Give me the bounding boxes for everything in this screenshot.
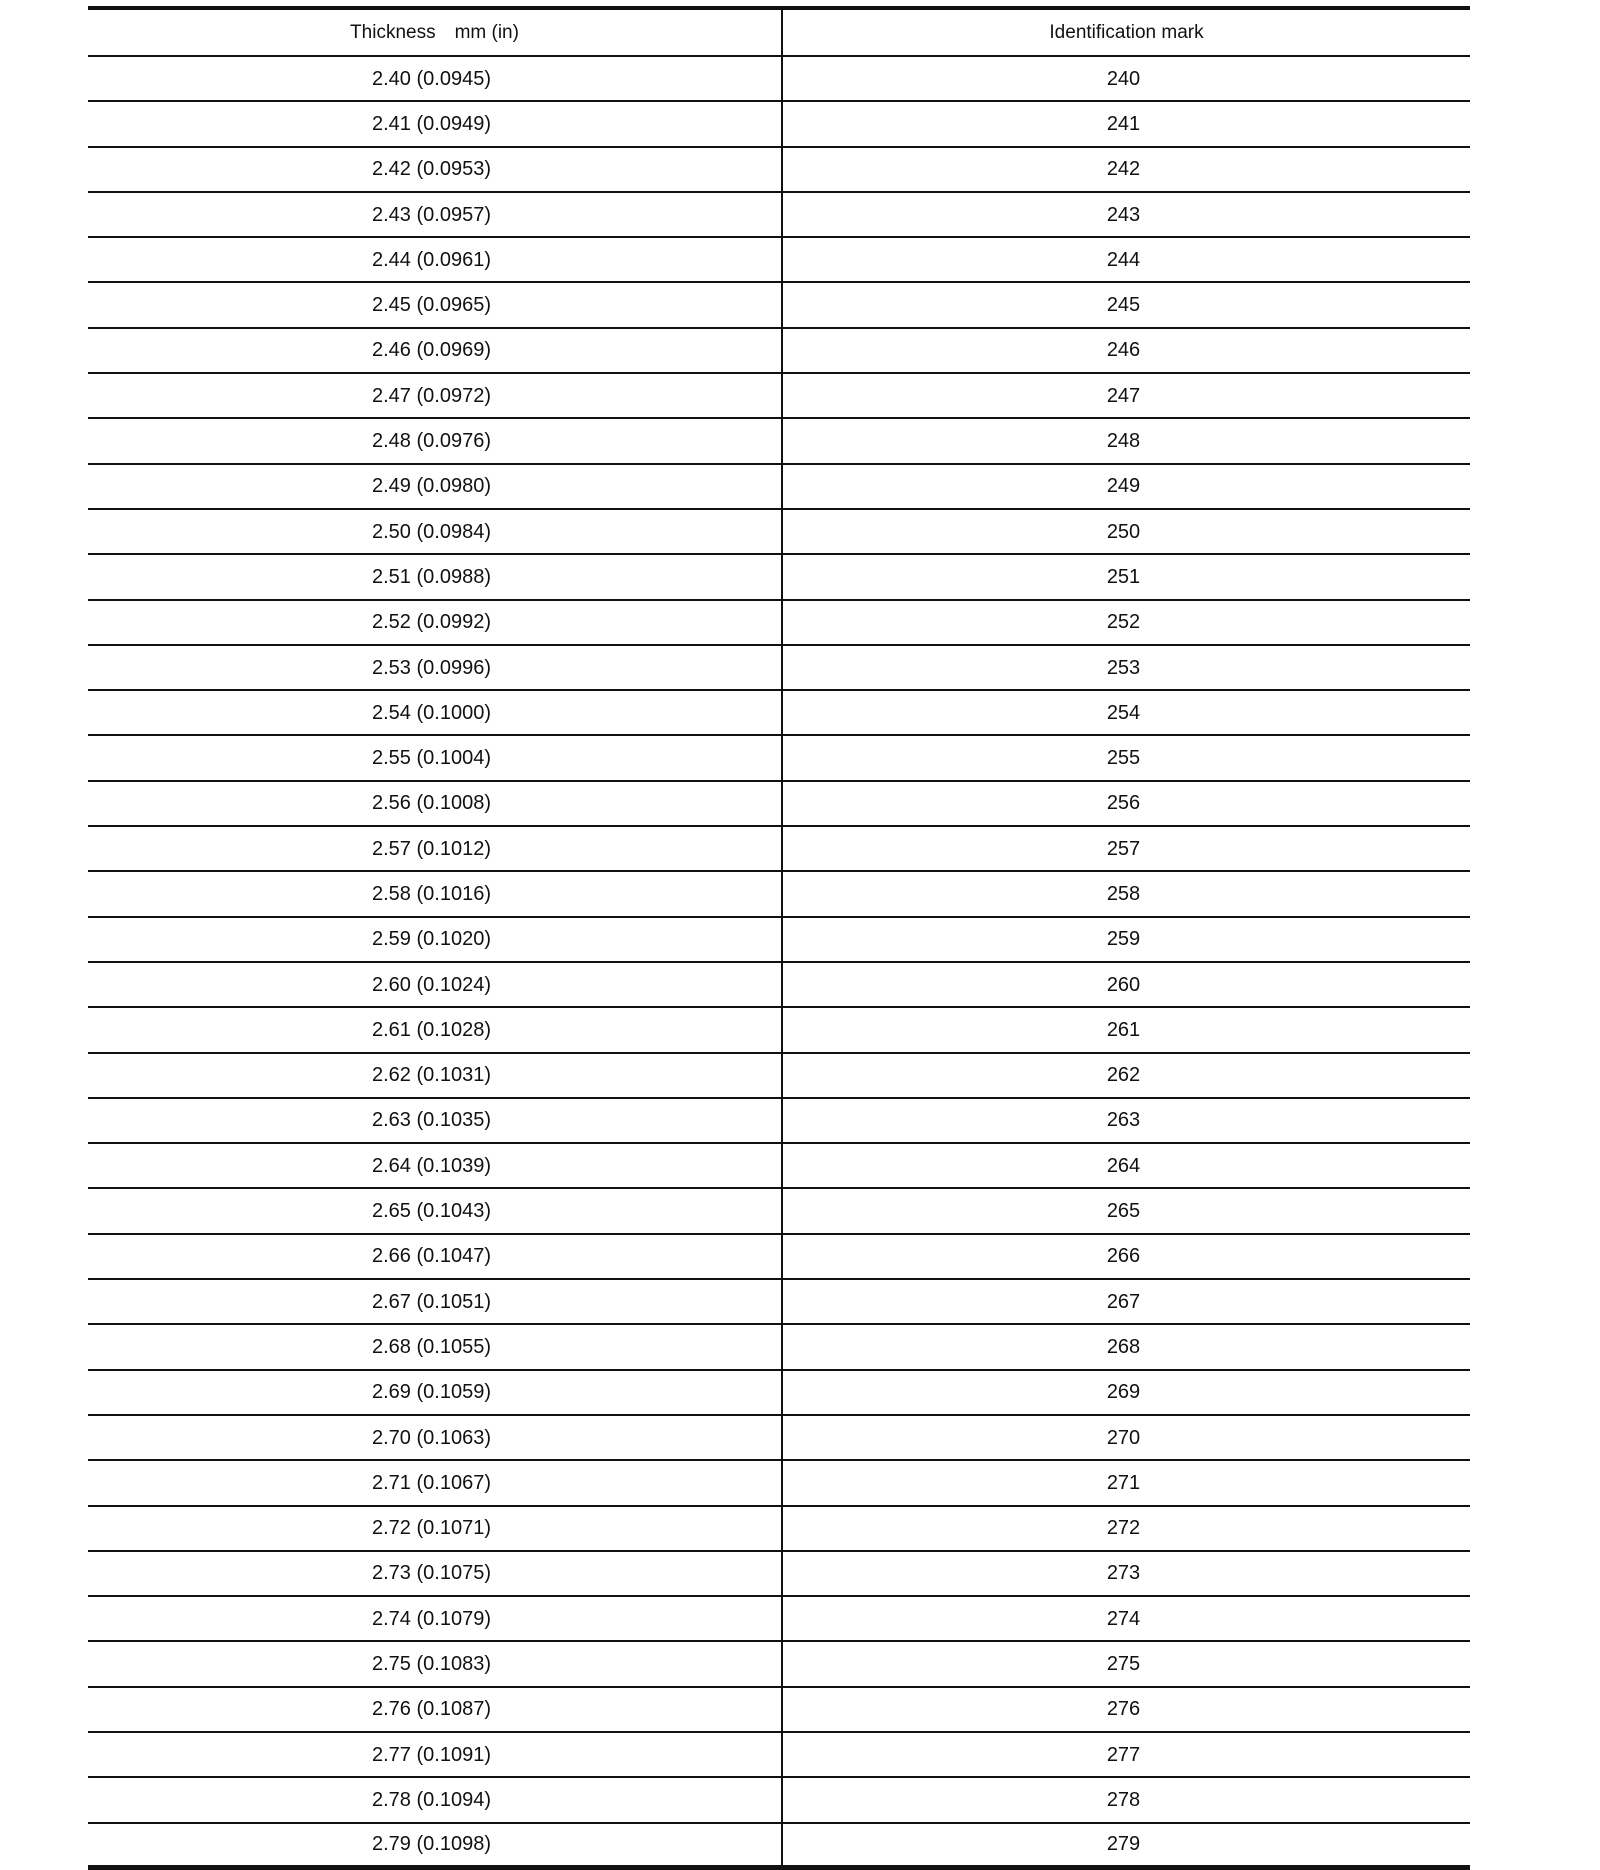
- identification-mark-cell: 261: [782, 1007, 1470, 1052]
- thickness-cell: 2.73 (0.1075): [88, 1551, 782, 1596]
- identification-mark-cell: 264: [782, 1143, 1470, 1188]
- table-row: [88, 826, 1470, 871]
- table-row: [88, 509, 1470, 554]
- header-row: [88, 8, 1470, 56]
- thickness-cell: 2.43 (0.0957): [88, 192, 782, 237]
- table-row: [88, 1777, 1470, 1822]
- table-row: [88, 600, 1470, 645]
- thickness-cell: 2.77 (0.1091): [88, 1732, 782, 1777]
- table-row: [88, 1732, 1470, 1777]
- identification-mark-cell: 271: [782, 1460, 1470, 1505]
- thickness-cell: 2.62 (0.1031): [88, 1053, 782, 1098]
- identification-mark-cell: 259: [782, 917, 1470, 962]
- thickness-cell: 2.65 (0.1043): [88, 1188, 782, 1233]
- thickness-cell: 2.67 (0.1051): [88, 1279, 782, 1324]
- identification-mark-cell: 256: [782, 781, 1470, 826]
- thickness-cell: 2.54 (0.1000): [88, 690, 782, 735]
- table-body: [88, 56, 1470, 1868]
- table-row: [88, 1641, 1470, 1686]
- table-row: [88, 1053, 1470, 1098]
- thickness-cell: 2.60 (0.1024): [88, 962, 782, 1007]
- table-row: [88, 1460, 1470, 1505]
- table-row: [88, 282, 1470, 327]
- thickness-cell: 2.45 (0.0965): [88, 282, 782, 327]
- table-row: [88, 1279, 1470, 1324]
- identification-mark-cell: 260: [782, 962, 1470, 1007]
- table-row: [88, 962, 1470, 1007]
- table-row: [88, 1324, 1470, 1369]
- thickness-cell: 2.40 (0.0945): [88, 56, 782, 101]
- identification-mark-cell: 245: [782, 282, 1470, 327]
- thickness-cell: 2.50 (0.0984): [88, 509, 782, 554]
- table-row: [88, 1370, 1470, 1415]
- thickness-cell: 2.53 (0.0996): [88, 645, 782, 690]
- table-row: [88, 328, 1470, 373]
- thickness-cell: 2.41 (0.0949): [88, 101, 782, 146]
- table-row: [88, 147, 1470, 192]
- identification-mark-cell: 253: [782, 645, 1470, 690]
- identification-mark-cell: 250: [782, 509, 1470, 554]
- thickness-cell: 2.76 (0.1087): [88, 1687, 782, 1732]
- table-row: [88, 464, 1470, 509]
- thickness-cell: 2.69 (0.1059): [88, 1370, 782, 1415]
- table-row: [88, 645, 1470, 690]
- identification-mark-cell: 265: [782, 1188, 1470, 1233]
- table-row: [88, 1551, 1470, 1596]
- identification-mark-cell: 275: [782, 1641, 1470, 1686]
- thickness-cell: 2.55 (0.1004): [88, 735, 782, 780]
- identification-mark-cell: 278: [782, 1777, 1470, 1822]
- identification-mark-cell: 262: [782, 1053, 1470, 1098]
- identification-mark-cell: 276: [782, 1687, 1470, 1732]
- thickness-cell: 2.78 (0.1094): [88, 1777, 782, 1822]
- table-row: [88, 735, 1470, 780]
- thickness-cell: 2.63 (0.1035): [88, 1098, 782, 1143]
- identification-mark-cell: 248: [782, 418, 1470, 463]
- header-thickness: Thickness mm (in): [88, 8, 782, 56]
- thickness-cell: 2.52 (0.0992): [88, 600, 782, 645]
- table-row: [88, 1234, 1470, 1279]
- table-row: [88, 690, 1470, 735]
- identification-mark-cell: 257: [782, 826, 1470, 871]
- thickness-cell: 2.44 (0.0961): [88, 237, 782, 282]
- identification-mark-cell: 242: [782, 147, 1470, 192]
- identification-mark-cell: 279: [782, 1823, 1470, 1868]
- thickness-cell: 2.51 (0.0988): [88, 554, 782, 599]
- thickness-cell: 2.58 (0.1016): [88, 871, 782, 916]
- thickness-cell: 2.59 (0.1020): [88, 917, 782, 962]
- table-row: [88, 1823, 1470, 1868]
- thickness-cell: 2.56 (0.1008): [88, 781, 782, 826]
- thickness-cell: 2.61 (0.1028): [88, 1007, 782, 1052]
- thickness-identification-table: [88, 6, 1470, 1870]
- identification-mark-cell: 244: [782, 237, 1470, 282]
- table-row: [88, 373, 1470, 418]
- identification-mark-cell: 252: [782, 600, 1470, 645]
- identification-mark-cell: 266: [782, 1234, 1470, 1279]
- identification-mark-cell: 263: [782, 1098, 1470, 1143]
- thickness-cell: 2.79 (0.1098): [88, 1823, 782, 1868]
- thickness-cell: 2.72 (0.1071): [88, 1506, 782, 1551]
- header-identification-mark: Identification mark: [782, 8, 1470, 56]
- identification-mark-cell: 268: [782, 1324, 1470, 1369]
- table-row: [88, 237, 1470, 282]
- identification-mark-cell: 267: [782, 1279, 1470, 1324]
- thickness-cell: 2.70 (0.1063): [88, 1415, 782, 1460]
- thickness-cell: 2.48 (0.0976): [88, 418, 782, 463]
- thickness-cell: 2.42 (0.0953): [88, 147, 782, 192]
- thickness-cell: 2.57 (0.1012): [88, 826, 782, 871]
- table-row: [88, 192, 1470, 237]
- identification-mark-cell: 258: [782, 871, 1470, 916]
- table-header: [88, 8, 1470, 56]
- thickness-cell: 2.68 (0.1055): [88, 1324, 782, 1369]
- table-row: [88, 1098, 1470, 1143]
- identification-mark-cell: 241: [782, 101, 1470, 146]
- table-row: [88, 418, 1470, 463]
- thickness-cell: 2.47 (0.0972): [88, 373, 782, 418]
- table-row: [88, 917, 1470, 962]
- thickness-cell: 2.75 (0.1083): [88, 1641, 782, 1686]
- identification-mark-cell: 246: [782, 328, 1470, 373]
- identification-mark-cell: 243: [782, 192, 1470, 237]
- identification-mark-cell: 274: [782, 1596, 1470, 1641]
- table-row: [88, 1506, 1470, 1551]
- table-row: [88, 871, 1470, 916]
- table-row: [88, 101, 1470, 146]
- identification-mark-cell: 273: [782, 1551, 1470, 1596]
- identification-mark-cell: 255: [782, 735, 1470, 780]
- table-row: [88, 1687, 1470, 1732]
- table-row: [88, 1596, 1470, 1641]
- thickness-cell: 2.66 (0.1047): [88, 1234, 782, 1279]
- identification-mark-cell: 270: [782, 1415, 1470, 1460]
- identification-mark-cell: 247: [782, 373, 1470, 418]
- table-row: [88, 1188, 1470, 1233]
- thickness-cell: 2.71 (0.1067): [88, 1460, 782, 1505]
- identification-mark-cell: 272: [782, 1506, 1470, 1551]
- thickness-cell: 2.64 (0.1039): [88, 1143, 782, 1188]
- identification-mark-cell: 254: [782, 690, 1470, 735]
- table-row: [88, 1143, 1470, 1188]
- table-row: [88, 781, 1470, 826]
- table-row: [88, 56, 1470, 101]
- table-row: [88, 1007, 1470, 1052]
- identification-mark-cell: 240: [782, 56, 1470, 101]
- identification-mark-cell: 251: [782, 554, 1470, 599]
- thickness-cell: 2.49 (0.0980): [88, 464, 782, 509]
- table-row: [88, 554, 1470, 599]
- thickness-cell: 2.46 (0.0969): [88, 328, 782, 373]
- identification-mark-cell: 277: [782, 1732, 1470, 1777]
- thickness-cell: 2.74 (0.1079): [88, 1596, 782, 1641]
- table-row: [88, 1415, 1470, 1460]
- identification-mark-cell: 249: [782, 464, 1470, 509]
- identification-mark-cell: 269: [782, 1370, 1470, 1415]
